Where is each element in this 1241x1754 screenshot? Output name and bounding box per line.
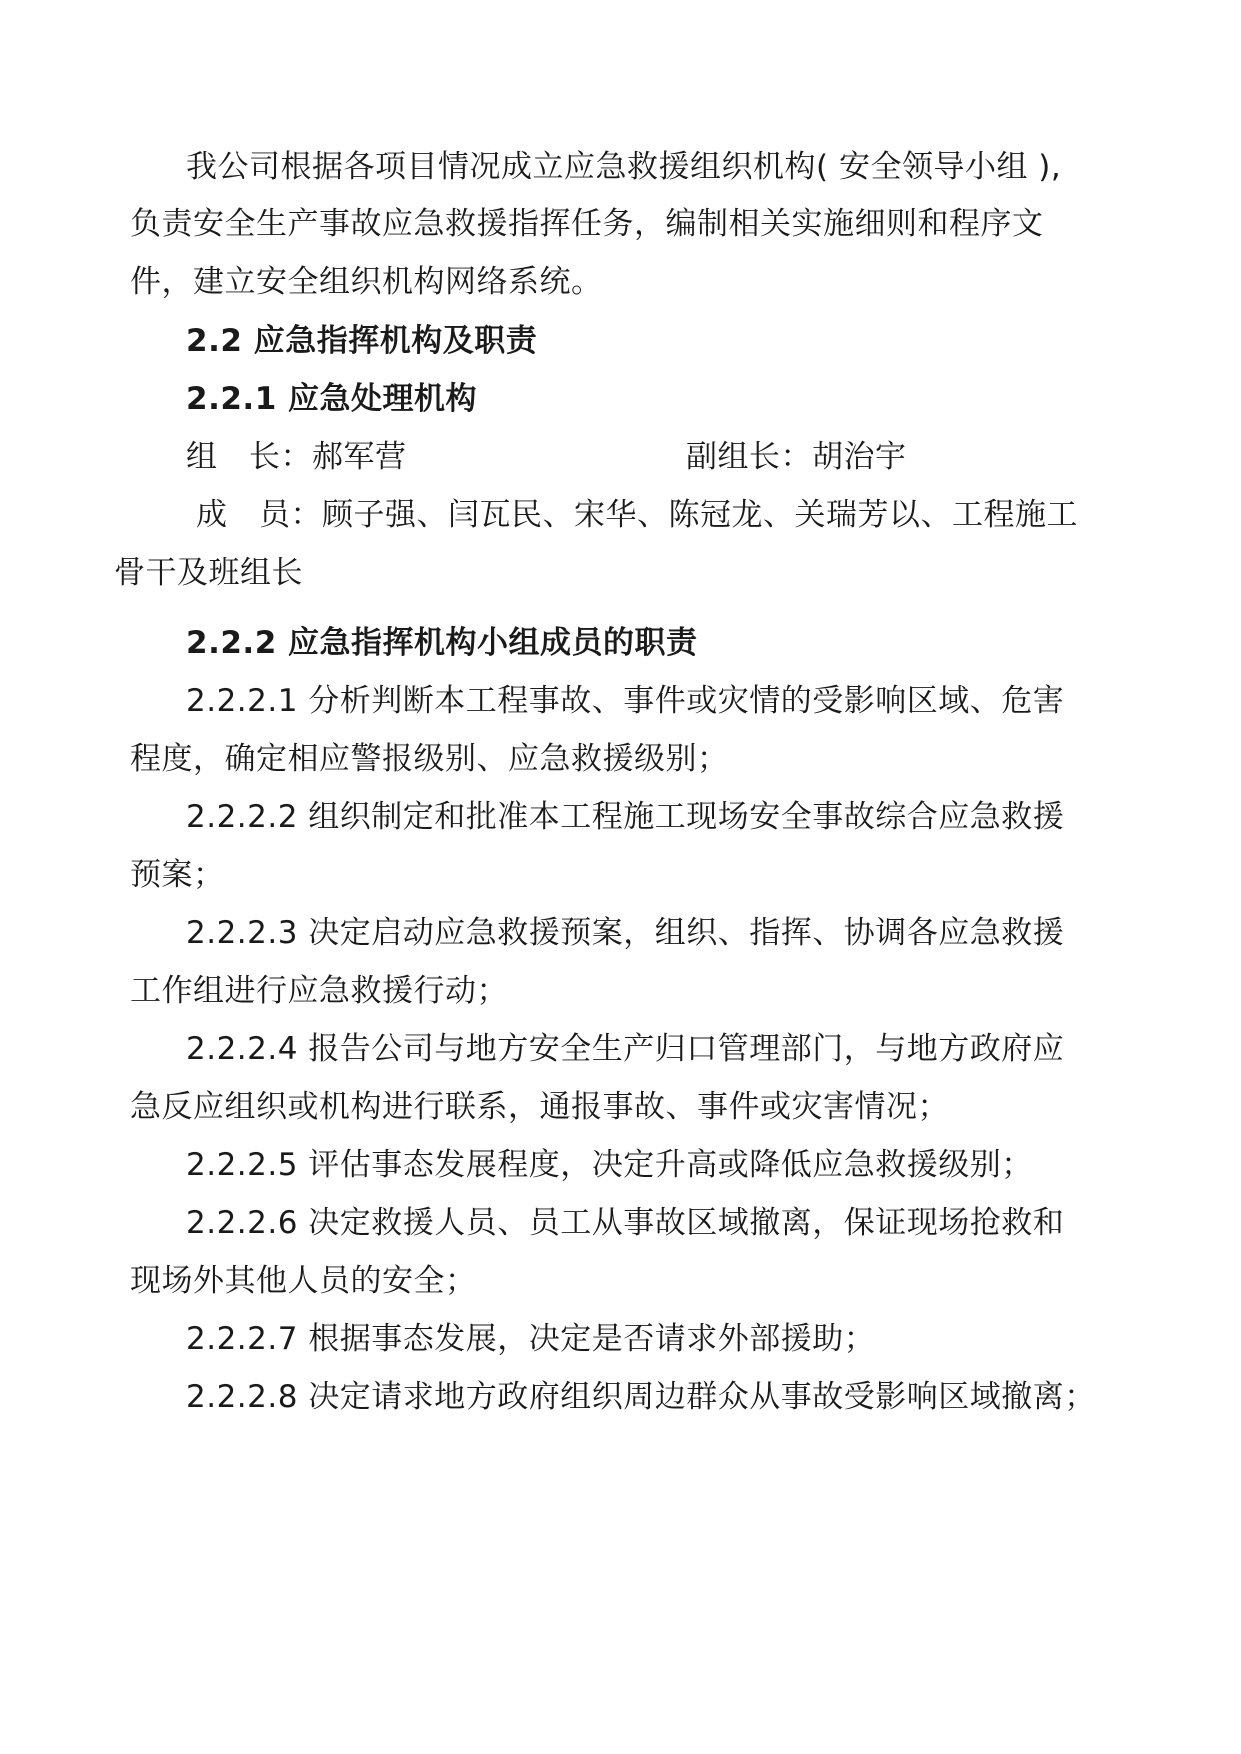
duty-2-2-2-1-line-1: 2.2.2.1 分析判断本工程事故、事件或灾情的受影响区域、危害: [186, 683, 1065, 719]
section-heading-2-2: 2.2 应急指挥机构及职责: [186, 323, 538, 359]
duty-2-2-2-3-line-1: 2.2.2.3 决定启动应急救援预案，组织、指挥、协调各应急救援: [186, 915, 1065, 951]
duty-2-2-2-7: 2.2.2.7 根据事态发展，决定是否请求外部援助；: [186, 1321, 876, 1357]
duty-2-2-2-2-line-1: 2.2.2.2 组织制定和批准本工程施工现场安全事故综合应急救援: [186, 799, 1065, 835]
duty-2-2-2-1-line-2: 程度，确定相应警报级别、应急救援级别；: [130, 741, 729, 777]
duty-2-2-2-4-line-1: 2.2.2.4 报告公司与地方安全生产归口管理部门，与地方政府应: [186, 1031, 1065, 1067]
intro-line-2: 负责安全生产事故应急救援指挥任务，编制相关实施细则和程序文: [130, 206, 1044, 242]
duty-2-2-2-6-line-1: 2.2.2.6 决定救援人员、员工从事故区域撤离，保证现场抢救和: [186, 1205, 1065, 1241]
duty-2-2-2-2-line-2: 预案；: [130, 857, 225, 893]
duty-2-2-2-5: 2.2.2.5 评估事态发展程度，决定升高或降低应急救援级别；: [186, 1147, 1033, 1183]
members-line-1: 成 员：顾子强、闫瓦民、宋华、陈冠龙、关瑞芳以、工程施工: [196, 497, 1078, 533]
duty-2-2-2-8: 2.2.2.8 决定请求地方政府组织周边群众从事故受影响区域撤离；: [186, 1379, 1096, 1415]
members-line-2: 骨干及班组长: [114, 555, 303, 591]
deputy-leader-line: 副组长：胡治宇: [686, 439, 907, 475]
section-heading-2-2-1: 2.2.1 应急处理机构: [186, 381, 478, 417]
duty-2-2-2-6-line-2: 现场外其他人员的安全；: [130, 1263, 477, 1299]
duty-2-2-2-4-line-2: 急反应组织或机构进行联系，通报事故、事件或灾害情况；: [130, 1089, 949, 1125]
duty-2-2-2-3-line-2: 工作组进行应急救援行动；: [130, 973, 508, 1009]
intro-line-1: 我公司根据各项目情况成立应急救援组织机构( 安全领导小组 ),: [186, 149, 1062, 185]
section-heading-2-2-2: 2.2.2 应急指挥机构小组成员的职责: [186, 625, 698, 661]
intro-line-3: 件，建立安全组织机构网络系统。: [130, 264, 603, 300]
leader-line: 组 长：郝军营: [186, 439, 407, 475]
